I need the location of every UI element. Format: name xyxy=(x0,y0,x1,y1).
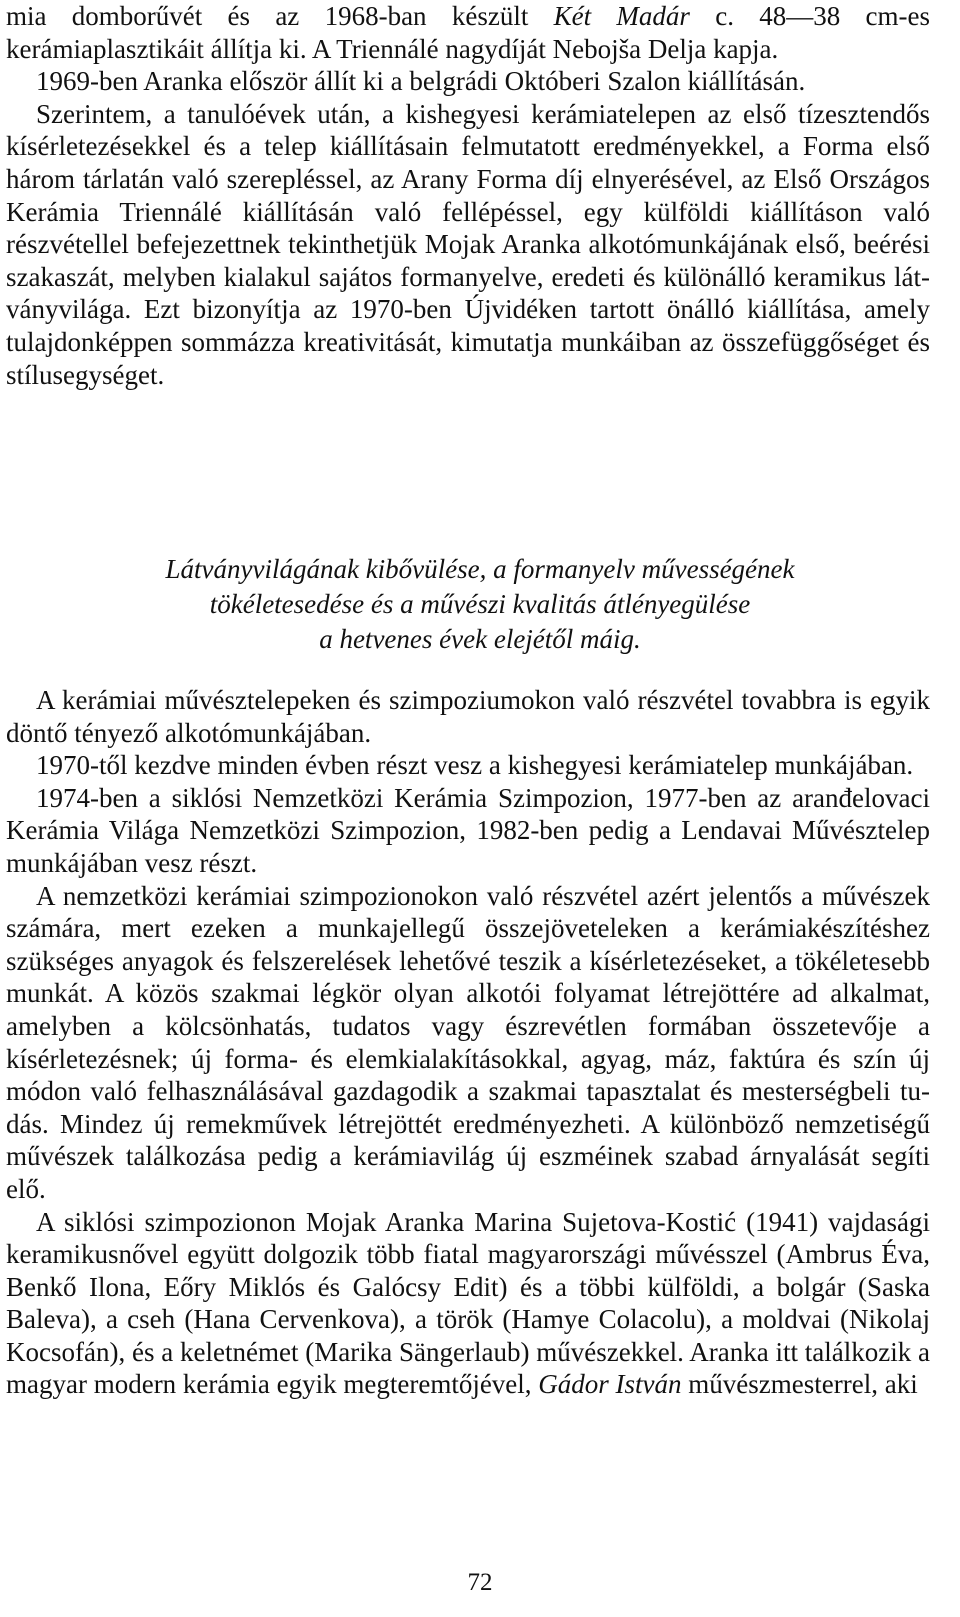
person-name: Gádor István xyxy=(538,1369,682,1400)
page-number: 72 xyxy=(467,1569,493,1596)
paragraph-7: A nemzetközi kerámiai szimpozionokon való részvétel azért jelentős a művészek számára, mert ezeken a munkajellegű összejöveteleken a kerámiakészítéshez szükséges anyagok és felszerelések lehetővé teszik a kísérletezéseket, a tökéletesebb munkát. A közös szakmai légkör olyan alkotói folyamat létrejöttére ad alkalmat, amelyben a kölcsönhatás, tudatos vagy észrevétlen formában összetevője a kísérletezésnek; új forma- és elemkialakításokkal, agyag, máz, faktúra és szín új módon való felhasználásával gazdagodik a szakmai tapasztalat és mesterségbeli tudás. Mindez új remekművek létrejöttét eredményezheti. A különböző nemzetiségű művészek találkozása pedig a kerámiavilág új eszméinek szabad árnyalását segíti elő. xyxy=(6,880,930,1204)
paragraph-6: 1974-ben a siklósi Nemzetközi Kerámia Szimpozion, 1977-ben az aranđelovaci Kerámia Világa Nemzetközi Szimpozion, 1982-ben pedig a Lendavai Művésztelep munkájában vesz részt. xyxy=(6,782,930,878)
lower-body xyxy=(6,684,930,1401)
page-body xyxy=(6,0,930,391)
paragraph-8: A siklósi szimpozionon Mojak Aranka Marina Sujetova-Kostić (1941) vajdasági keramikusnővel együtt dolgozik több fiatal magyarországi művésszel (Ambrus Éva, Benkő Ilona, Eőry Miklós és Galócsy Edit) és a többi külföldi, a bolgár (Saska Baleva), a cseh (Hana Cervenkova), a török (Hamye Colacolu), a moldvai (Nikolaj Kocsofán), és a keletnémet (Marika Sängerlaub) művészekkel. Aranka itt találkozik a magyar modern kerámia egyik megteremtőjével, Gádor István művészmesterrel, aki xyxy=(6,1206,930,1400)
paragraph-1: mia domborűvét és az 1968-ban készült Két Madár c. 48—38 cm-es kerámiaplasztikáit állítja ki. A Triennálé nagydíját Nebojša Delja kapja. xyxy=(6,1,930,64)
paragraph-3: Szerintem, a tanulóévek után, a kishegyesi kerámiatelepen az első tízesztendős kísérletezésekkel és a telep kiállításain felmutatott eredményekkel, a Forma első három tárlatán való szerepléssel, az Arany Forma díj elnyerésével, az Első Országos Kerámia Triennálé kiállításán való fellépéssel, egy külföldi kiállításon való részvétellel befejezettnek tekinthetjük Mojak Aranka alkotómunkájának első, beérési szakaszát, melyben kialakul sajátos formanyelve, eredeti és különálló keramikus látványvilága. Ezt bizonyítja az 1970-ben Újvidéken tartott önálló kiállítása, amely tulajdonképpen sommázza kreativitását, kimutatja munkáiban az összefüggőséget és stílusegységet. xyxy=(6,98,930,390)
section-heading xyxy=(0,552,960,657)
artwork-title: Két Madár xyxy=(553,1,690,31)
paragraph-4: A kerámiai művésztelepeken és szimpoziumokon való részvétel tovabbra is egyik döntő tényező alkotómunkájában. xyxy=(6,685,930,748)
paragraph-2: 1969-ben Aranka először állít ki a belgrádi Októberi Szalon kiállításán. xyxy=(36,66,806,97)
heading-line-1: Látványvilágának kibővülése, a formanyelv művességének xyxy=(165,554,795,584)
heading-line-2: tökéletesedése és a művészi kvalitás átlényegülése xyxy=(209,589,751,619)
heading-line-3: a hetvenes évek elejétől máig. xyxy=(319,624,641,654)
paragraph-5: 1970-től kezdve minden évben részt vesz a kishegyesi kerámiatelep munkájában. xyxy=(36,750,914,781)
